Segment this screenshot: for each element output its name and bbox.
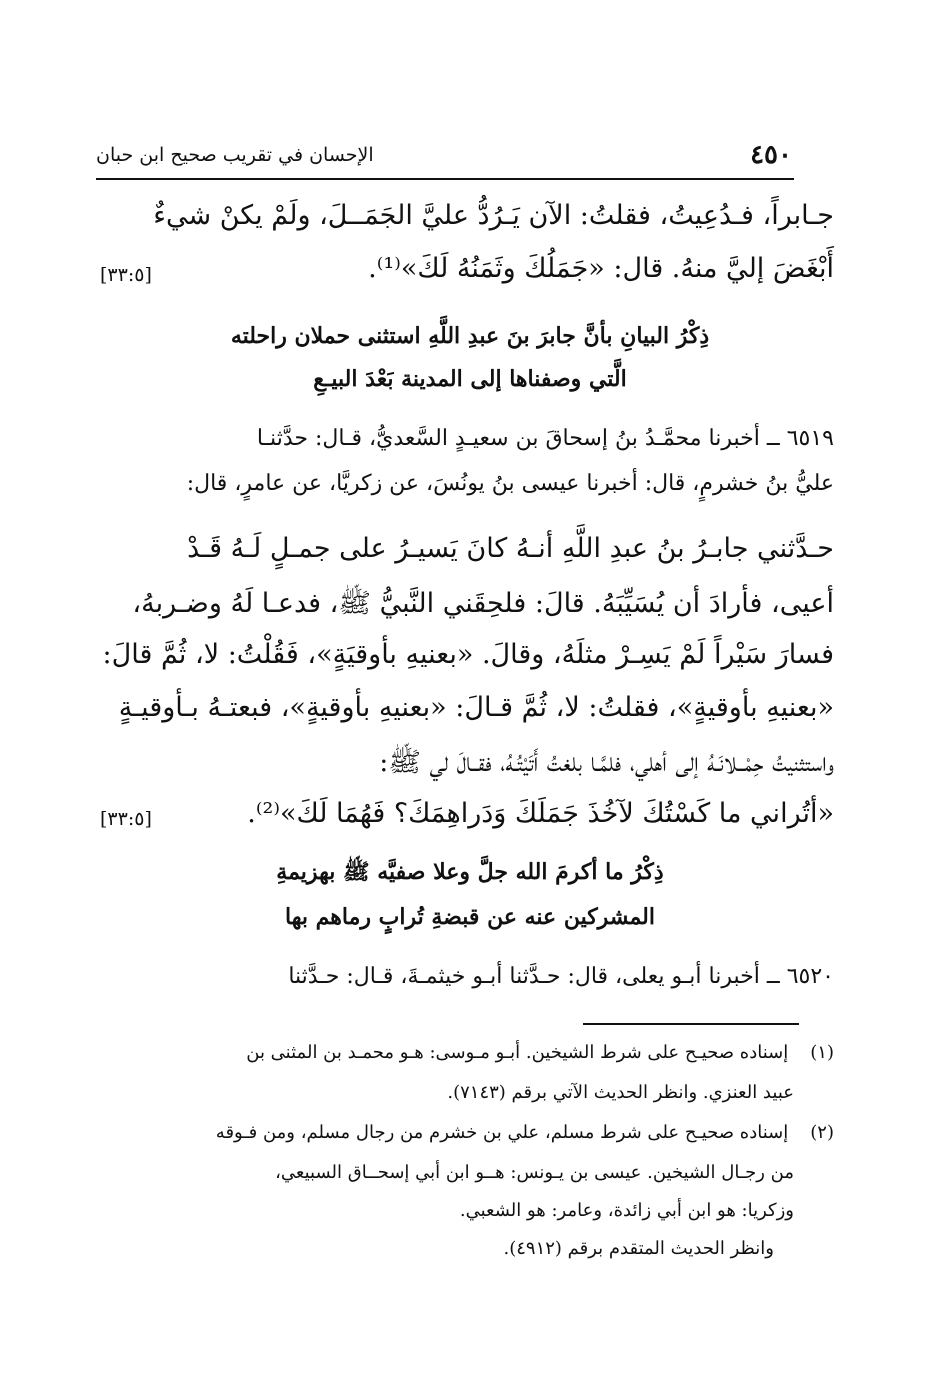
matn-line: أعيى، فأرادَ أن يُسَيِّبَهُ. قالَ: فلحِقَني النَّبيُّ ﷺ، فدعـا لَهُ وضـربهُ، bbox=[132, 588, 834, 619]
isnad-line: عليُّ بنُ خشرمٍ، قال: أخبرنا عيسى بنُ يونُسَ، عن زكريَّا، عن عامرٍ، قال: bbox=[186, 471, 834, 496]
matn-line: «بعنيهِ بأوقيةٍ»، فقلتُ: لا، ثُمَّ قـالَ: «بعنيهِ بأوقيةٍ»، فبعتـهُ بـأوقيـةٍ bbox=[118, 692, 834, 723]
isnad-line: ٦٥١٩ ــ أخبرنا محمَّـدُ بنُ إسحاقَ بن سعيـدٍ السَّعديُّ، قـال: حدَّثنـا bbox=[256, 426, 834, 451]
isnad-line: ٦٥٢٠ ــ أخبرنا أبـو يعلى، قال: حـدَّثنا أبـو خيثمـةَ، قـال: حـدَّثنا bbox=[288, 964, 834, 989]
footnote bbox=[104, 1122, 834, 1143]
reference-marker: [٣٣:٥] bbox=[100, 808, 152, 830]
footnote-number: (٢) bbox=[810, 1122, 834, 1143]
matn-line: فسارَ سَيْراً لَمْ يَسِـرْ مثلَهُ، وقالَ. «بعنيهِ بأوقيَةٍ»، فَقُلْتُ: لا، ثُمَّ قالَ: bbox=[102, 639, 834, 670]
section-heading: ذِكْرُ البيانِ بأنَّ جابرَ بنَ عبدِ اللَّهِ استثنى حملان راحلته bbox=[230, 323, 710, 349]
section-heading: الَّتي وصفناها إلى المدينة بَعْدَ البيـعِ bbox=[313, 366, 627, 392]
section-heading: ذِكْرُ ما أكرمَ الله جلَّ وعلا صفيَّه ﷺ بهزيمةِ bbox=[276, 859, 664, 885]
footnote bbox=[104, 1042, 834, 1063]
running-header bbox=[96, 140, 792, 174]
reference-marker: [٣٣:٥] bbox=[100, 264, 152, 286]
footnote-text: وزكريا: هو ابن أبي زائدة، وعامر: هو الشعبي. bbox=[459, 1200, 794, 1221]
matn-line: حـدَّثني جابـرُ بنُ عبدِ اللَّهِ أنـهُ كانَ يَسيـرُ على جمـلٍ لَـهُ قَـدْ bbox=[187, 533, 834, 564]
footnote-number: (١) bbox=[810, 1042, 834, 1063]
footnote-rule bbox=[583, 1023, 799, 1025]
header-rule bbox=[96, 178, 794, 180]
text-line: جـابراً، فـدُعِيتُ، فقلتُ: الآن يَـرُدُّ عليَّ الجَمَــلَ، ولَمْ يكنْ شيءٌ bbox=[153, 200, 834, 231]
text-line: أَبْغَضَ إليَّ منهُ. قال: «جَمَلُكَ وثَمَنُهُ لَكَ»⁽¹⁾. bbox=[368, 253, 834, 284]
matn-line: واستثنيتُ حِمْــلانَـهُ إلى أهلي، فلمَّـا بلغتُ أَتَيْتُـهُ، فقــالَ لي ﷺ: bbox=[379, 747, 834, 778]
footnote-text: إسناده صحيـح على شرط مسلم، علي بن خشرم من رجال مسلم، ومن فـوقه bbox=[215, 1122, 789, 1143]
footnote-text: عبيد العنزي. وانظر الحديث الآتي برقم (٧١٤٣). bbox=[447, 1082, 794, 1103]
footnote-text: من رجـال الشيخين. عيسى بن يـونس: هــو ابن أبي إسحــاق السبيعي، bbox=[275, 1162, 794, 1183]
section-heading: المشركين عنه عن قبضةِ تُرابٍ رماهم بها bbox=[285, 904, 655, 930]
page-number: ٤٥٠ bbox=[750, 140, 792, 170]
footnote-text: وانظر الحديث المتقدم برقم (٤٩١٢). bbox=[503, 1238, 774, 1259]
footnote-text: إسناده صحيـح على شرط الشيخين. أبـو مـوسى: هـو محمـد بن المثنى بن bbox=[246, 1042, 789, 1063]
matn-line: «أتُراني ما كَسْتُكَ لآخُذَ جَمَلَكَ وَدَراهِمَكَ؟ فَهُمَا لَكَ»⁽²⁾. bbox=[247, 798, 834, 829]
book-title: الإحسان في تقريب صحيح ابن حبان bbox=[96, 144, 374, 166]
